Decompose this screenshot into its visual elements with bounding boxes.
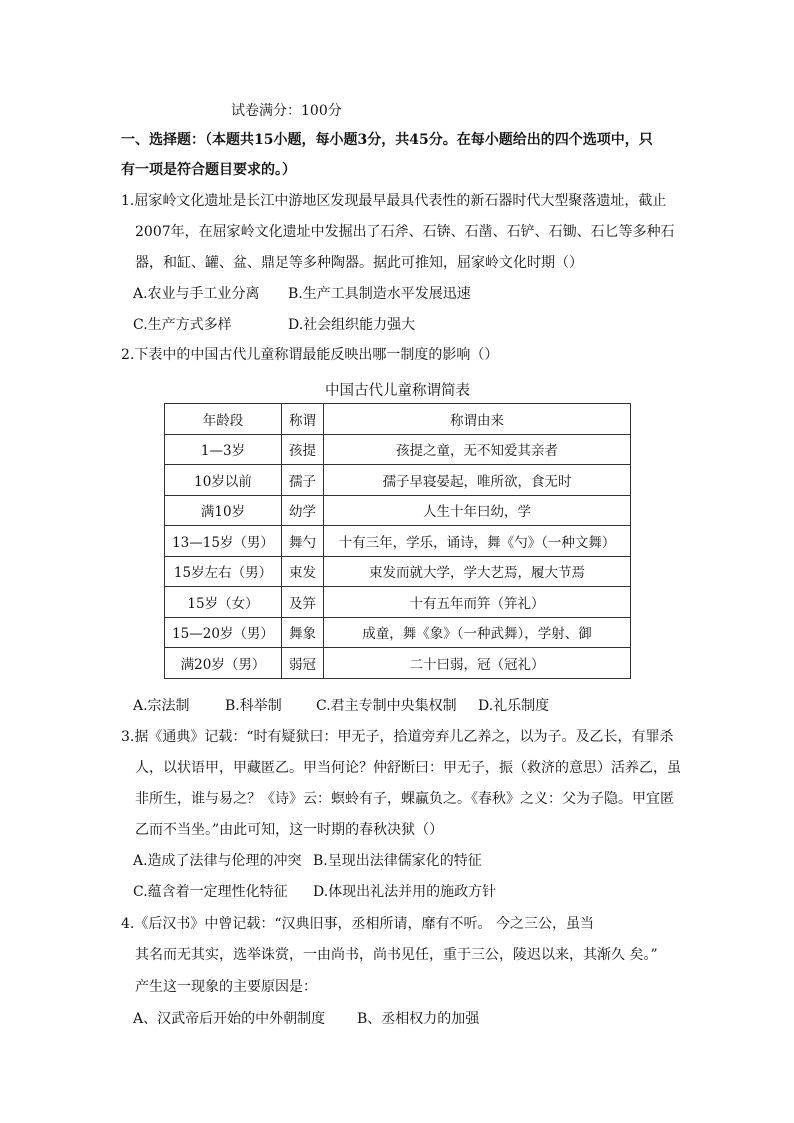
- q1-option-d: D.社会组织能力强大: [288, 317, 416, 333]
- q3-option-a: A.造成了法律与伦理的冲突: [133, 853, 302, 869]
- cell-origin: 人生十年曰幼，学: [324, 495, 631, 526]
- q2-option-c: C.君主专制中央集权制: [316, 698, 457, 714]
- cell-age: 15岁左右（男）: [165, 556, 282, 587]
- q2-option-a: A.宗法制: [133, 698, 190, 714]
- section-heading-line2: 有一项是符合题目要求的。）: [121, 162, 296, 178]
- table-row: [165, 465, 631, 496]
- table-title: 中国古代儿童称谓简表: [325, 383, 470, 399]
- names-table: [164, 403, 631, 679]
- cell-age: 满10岁: [165, 495, 282, 526]
- cell-age: 15—20岁（男）: [165, 617, 282, 648]
- q1-stem-line1: 1.屈家岭文化遗址是长江中游地区发现最早最具代表性的新石器时代大型聚落遗址，截止: [121, 193, 667, 209]
- column-header-origin: 称谓由来: [324, 404, 631, 435]
- q1-stem-line2: 2007年，在屈家岭文化遗址中发掘出了石斧、石锛、石凿、石铲、石锄、石匕等多种石: [135, 224, 675, 240]
- cell-name: 孩提: [282, 434, 324, 465]
- cell-age: 满20岁（男）: [165, 648, 282, 679]
- column-header-name: 称谓: [282, 404, 324, 435]
- cell-name: 及笄: [282, 587, 324, 618]
- q1-option-a: A.农业与手工业分离: [133, 286, 260, 302]
- q3-option-d: D.体现出礼法并用的施政方针: [313, 884, 497, 900]
- q3-option-c: C.蕴含着一定理性化特征: [133, 884, 288, 900]
- table-row: [165, 434, 631, 465]
- q2-stem: 2.下表中的中国古代儿童称谓最能反映出哪一制度的影响（）: [121, 347, 499, 363]
- section-heading-line1: 一、选择题：（本题共15小题，每小题3分，共45分。在每小题给出的四个选项中，只: [121, 132, 653, 148]
- cell-name: 孺子: [282, 465, 324, 496]
- table-row: [165, 556, 631, 587]
- cell-origin: 成童，舞《象》（一种武舞），学射、御: [324, 617, 631, 648]
- cell-name: 舞象: [282, 617, 324, 648]
- cell-name: 束发: [282, 556, 324, 587]
- cell-name: 幼学: [282, 495, 324, 526]
- full-score: 试卷满分：100分: [231, 103, 342, 119]
- table-row: [165, 587, 631, 618]
- q3-stem-line4: 乙而不当坐。”由此可知，这一时期的春秋决狱（）: [135, 822, 444, 838]
- cell-age: 1—3岁: [165, 434, 282, 465]
- cell-name: 舞勺: [282, 526, 324, 557]
- table-row: [165, 617, 631, 648]
- cell-origin: 十有五年而笄（笄礼）: [324, 587, 631, 618]
- cell-age: 10岁以前: [165, 465, 282, 496]
- q4-stem-line3: 产生这一现象的主要原因是：: [135, 979, 317, 995]
- q4-option-b: B、丞相权力的加强: [357, 1011, 480, 1027]
- cell-age: 15岁（女）: [165, 587, 282, 618]
- cell-origin: 孺子早寝晏起，唯所欲，食无时: [324, 465, 631, 496]
- column-header-age: 年龄段: [165, 404, 282, 435]
- q3-option-b: B.呈现出法律儒家化的特征: [313, 853, 482, 869]
- q3-stem-line3: 非所生，谁与易之？《诗》云：螟蛉有子，蜾蠃负之。《春秋》之义：父为子隐。甲宜匿: [135, 791, 674, 807]
- q4-stem-line1: 4.《后汉书》中曾记载：“汉典旧事，丞相所请，靡有不听。 今之三公，虽当: [121, 916, 594, 932]
- table-row: [165, 495, 631, 526]
- table-row: [165, 648, 631, 679]
- cell-name: 弱冠: [282, 648, 324, 679]
- q2-option-d: D.礼乐制度: [478, 698, 550, 714]
- q4-stem-line2: 其名而无其实，选举诛赏，一由尚书，尚书见任，重于三公，陵迟以来，其渐久 矣。”: [135, 947, 658, 963]
- q1-stem-line3: 器，和缸、罐、盆、鼎足等多种陶器。据此可推知，屈家岭文化时期（）: [135, 255, 583, 271]
- q3-stem-line1: 3.据《通典》记载：“时有疑狱曰：甲无子，拾道旁弃儿乙养之，以为子。及乙长，有罪杀: [121, 729, 674, 745]
- table-row: [165, 526, 631, 557]
- q3-stem-line2: 人，以状语甲，甲藏匿乙。甲当何论？仲舒断曰：甲无子，振（救济的意思）活养乙，虽: [135, 760, 681, 776]
- q1-option-b: B.生产工具制造水平发展迅速: [288, 286, 471, 302]
- cell-origin: 孩提之童，无不知爱其亲者: [324, 434, 631, 465]
- q1-option-c: C.生产方式多样: [133, 317, 232, 333]
- cell-origin: 束发而就大学，学大艺焉，履大节焉: [324, 556, 631, 587]
- cell-origin: 二十曰弱，冠（冠礼）: [324, 648, 631, 679]
- q2-option-b: B.科举制: [225, 698, 282, 714]
- table-header-row: [165, 404, 631, 435]
- cell-age: 13—15岁（男）: [165, 526, 282, 557]
- cell-origin: 十有三年，学乐，诵诗，舞《勺》（一种文舞）: [324, 526, 631, 557]
- q4-option-a: A、汉武帝后开始的中外朝制度: [133, 1011, 326, 1027]
